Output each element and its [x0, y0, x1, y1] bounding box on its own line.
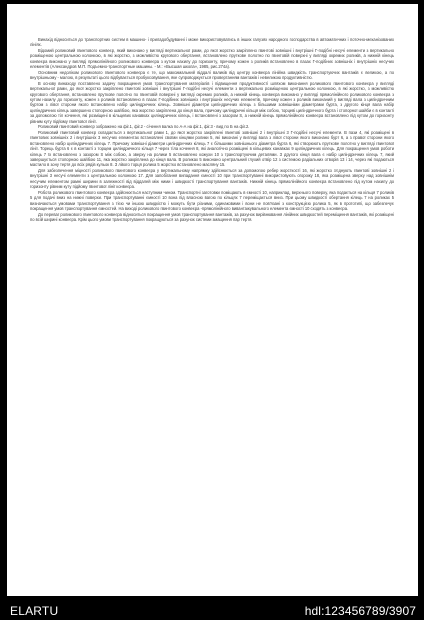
- paragraph-2: Відомий роликовий гвинтового конвеєр, який виконано у вигляді вертикальної рами, до якої жорстко закріплено гвинтові зовнішні і внутрішні Г-подібні несучі елементи з вертикально розміщеною центральною колонкою, в які жорстко, з можливістю кругового обертання, встановлено пруткове полотно по гвинтовій поверхні у вигляді окремих роликів, а нижній кінець конвеєра виконано у вигляді прямолінійного роликового конвеєра з кутом нахилу до горизонту, причому кожен з роликів встановлено в пазах Г-подібних зовнішніх і внутрішніх несучих елементів (Александров М.П. Подъемно-транспортные машины. - М.: «Высшая школа», 1985, рис.274а).: [30, 47, 394, 70]
- paragraph-7: Для забезпечення міцності роликового гвинтового конвеєра у вертикальному напрямку здійснюється за допомогою ребер жорсткості 16, які жорстко з'єднують гвинтові зовнішні 2 і внутрішні 3 несучі елементи з центральною колонкою 17. Для запобігання випадання ємності 10 при транспортуванні використовують огорожу 18, яка розміщена зверху над зовнішнім несучим елементом рамні ширини в залежності від віддалей між ними і швидкості транспортування вантажів. Нижній кінець прямолінійного конвеєра встановлено під кутом нахилу до горизонту рівним куту підйому гвинтової лінії конвеєра.: [30, 167, 394, 190]
- page-text: [30, 37, 394, 222]
- document-page[interactable]: [7, 4, 418, 596]
- repository-name: ELARTU: [10, 604, 59, 618]
- footer-bar: [0, 600, 424, 620]
- paragraph-3: Основним недоліком роликового гвинтового конвеєра є те, що максимальний віддалі валиків від центру конвеєра лінійна швидкість транспортуючих вантажів є великою, а по внутрішньому - малою, в результаті цього відбувається пробуксовування, яке супроводжується провертанням вантажів і невеликою продуктивністю.: [30, 69, 394, 81]
- paragraph-4: В основу винаходу поставлено задачу покращення умов транспортування матеріалів і підвищення продуктивності шляхом виконання роликового гвинтового конвеєра у вигляді вертикальної рами, до якої жорстко закріплено гвинтові зовнішні і внутрішні Г-подібні несучі елементи з вертикально розміщеною центральною колонкою, в які жорстко, з можливістю кругового обертання, встановлено пруткове полотно по гвинтовій поверхні у вигляді окремих роликів, а нижній кінець конвеєра виконано у вигляді прямолінійного роликового конвеєра з кутом нахилу до горизонту, кожен з роликів встановлено в пазах Г-подібних зовнішніх і внутрішніх несучих елементів, причому кожен з роликів виконаний у вигляді вала з циліндричним буртом з лівої сторони якого встановлено набір циліндричних кілець. Зовнішні діаметри циліндричних кілець з більшими зовнішніми діаметрами бурта, з другого кінця вала набір циліндричних кілець завершено стопорною шайбою, яка жорстко закріплена до кінця вала, причому циліндричні кільця між собою, торцеві циліндричного бурта і стопорної шайби є в контакті за допомогою тіл кочення, які розміщені в кільцевих канавках циліндричних кілець, і встановлені з зазором S, а нижній кінець прямолінійного конвеєра встановлено під кутом до горизонту рівним куту підйому гвинтової лінії.: [30, 80, 394, 124]
- paragraph-9: До переваг роликового гвинтового конвеєра відноситься покращення умов транспортування вантажів, за рахунок вирівнювання лінійних швидкостей переміщення вантажів, які розміщені по всій ширині конвеєра. Крім цього умови транспортування покращуються за рахунок системи змащення пар тертя.: [30, 211, 394, 222]
- paragraph-8: Робота роликового гвинтового конвеєра здійснюється наступним чином. Транспортні заготовки поміщають в ємності 10, наприклад, верхнього поверху, яка подається на кільця 7 роликів 5 для подачі вниз на нижні поверхи. При транспортуванні ємності 10 вона під власною вагою по кільцях 7 переміщається вниз. При цьому швидкості обертання кілець 7 на роликах 5 визначаються умовами транспортування з тією чи іншою швидкістю і можуть бути різними, одинаковими і вони не пов'язані з конструкцією ролика 5, як в прототипі, що забезпечує покращення умов транспортування ємностей. На виході роликового гвинтового конвеєра -прямолінійного вивантажувального елемента ємності 10 сходять з конвеєра.: [30, 189, 394, 212]
- paragraph-6: Роликовий гвинтовий конвеєр складається з вертикальної рами 1, до якої жорстко закріплені гвинтові зовнішні 2 і внутрішні 3 Г-подібні несучі елементи. В пази 4, які розміщені в гвинтових зовнішніх 2 і внутрішніх 3 несучих елементах встановлені своїми кінцями ролики 5, які виконані у вигляді вала з лівої сторони якого виконано бурт 6, а з правої сторони якого встановлено набір циліндричних кілець 7. Причому зовнішні діаметри циліндричних кілець 7 є більшими зовнішнього діаметра бурта 6, які створюють пруткове полотно у вигляді гвинтової лінії. Торець бурта 6 є в контакті з торцем циліндричного кільця 7 через тіла кочення 8, які аналогічно розміщені в кільцевих канавках 9 циліндричних кілець. Для покращення умов роботи кілець 7 їх встановлено з зазором S між собою, а зверху на ролики 5 встановлено кожухи 10 з транспортуючим деталями. З другого кінця вала є набір циліндричних кілець 7, який завершується стопорною шайбою 11, яка жорстко закріплена до кінця вала. В роликах 5 виконано центральний глухий отвір 12 з системою радіальних отворів 13 і 14, через які подаються мастило в зону тертя до всіх рядів кульок 8. З лівого торця ролика 5 жорстко встановлено масляну 15.: [30, 129, 394, 168]
- handle-identifier: hdl:123456789/3907: [304, 604, 416, 618]
- paragraph-1: Винахід відноситься до транспортних систем в машино- і приладобудуванні і може використовуватись в інших галузях народного господарства в автоматичних і поточно-механізованих лініях.: [30, 37, 394, 48]
- paragraph-5: Роликовий гвинтовий конвеєр зображено на фіг.1, фіг.2 - січення валка по А-А на фіг.1, фіг.3 - вид по Б на фіг.2.: [38, 124, 250, 130]
